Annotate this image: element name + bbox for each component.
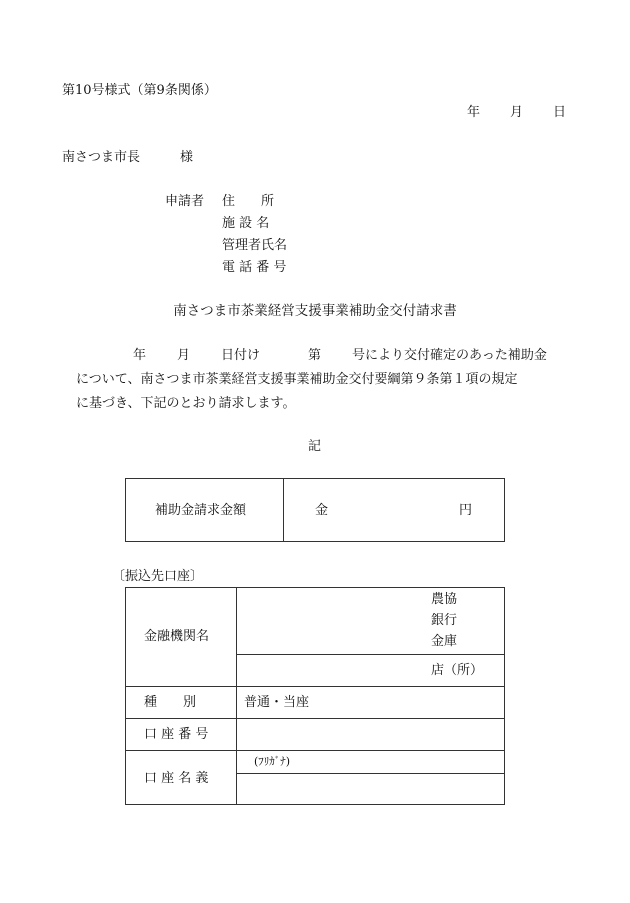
body-dai: 第 (308, 348, 322, 363)
addressee-honorific: 様 (180, 150, 194, 165)
body-rest-line1: 号により交付確定のあった補助金 (352, 348, 547, 363)
furigana-label: (ﾌﾘｶﾞﾅ) (254, 755, 291, 768)
applicant-label: 申請者 (165, 194, 205, 209)
bank-holder-inner-divider (236, 773, 505, 774)
bank-institution-inner-divider (236, 654, 505, 655)
body-month: 月 (177, 348, 191, 363)
institution-label: 金融機関名 (144, 629, 210, 644)
date-year: 年 (467, 105, 481, 120)
bank-section-title: 〔振込先口座〕 (112, 569, 204, 584)
ki-mark: 記 (308, 439, 322, 454)
institution-type-nokyo: 農協 (431, 592, 458, 607)
body-line3: に基づき、下記のとおり請求します。 (76, 396, 296, 411)
applicant-facility-label: 施 設 名 (222, 216, 270, 231)
institution-type-bank: 銀行 (431, 613, 458, 628)
body-day-dated: 日付け (221, 348, 261, 363)
applicant-phone-label: 電 話 番 号 (222, 260, 287, 275)
account-holder-label: 口 座 名 義 (144, 771, 209, 786)
branch-label: 店（所） (431, 663, 484, 678)
date-month: 月 (510, 105, 524, 120)
amount-label: 補助金請求金額 (155, 503, 247, 518)
amount-table-divider (283, 478, 284, 542)
account-number-label: 口 座 番 号 (144, 727, 209, 742)
amount-prefix: 金 (315, 503, 329, 518)
account-type-label: 種 別 (144, 695, 197, 710)
body-year: 年 (133, 348, 147, 363)
bank-row-divider (125, 686, 505, 687)
body-line2: について、南さつま市茶業経営支援事業補助金交付要綱第９条第１項の規定 (76, 372, 518, 387)
date-day: 日 (553, 105, 567, 120)
document-title: 南さつま市茶業経営支援事業補助金交付請求書 (173, 303, 457, 319)
addressee-name: 南さつま市長 (62, 150, 141, 165)
amount-unit: 円 (459, 503, 473, 518)
institution-type-kinko: 金庫 (431, 634, 458, 649)
form-number: 第10号様式（第9条関係） (62, 83, 217, 98)
applicant-manager-label: 管理者氏名 (222, 238, 288, 253)
applicant-address-label: 住 所 (222, 194, 275, 209)
account-type-value: 普通・当座 (244, 695, 310, 710)
bank-row-divider (125, 750, 505, 751)
bank-row-divider (125, 718, 505, 719)
